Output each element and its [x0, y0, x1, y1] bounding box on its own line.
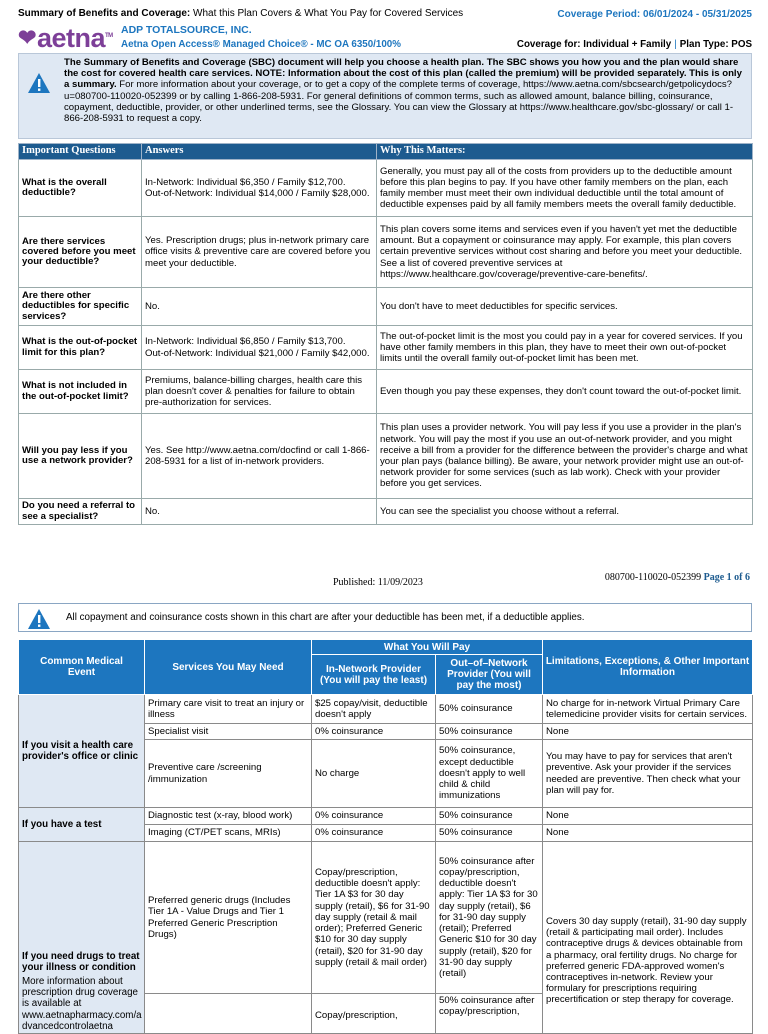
company-name: ADP TOTALSOURCE, INC. — [121, 24, 252, 36]
table-row — [19, 370, 753, 414]
question: Are there services covered before you meet your deductible? — [19, 217, 142, 288]
in-network-cell: 0% coinsurance — [312, 808, 436, 825]
important-questions-table — [18, 143, 753, 525]
plan-name: Aetna Open Access® Managed Choice® - MC OA 6350/100% — [121, 39, 401, 50]
service-cell: Diagnostic test (x-ray, blood work) — [145, 808, 312, 825]
service-cell: Imaging (CT/PET scans, MRIs) — [145, 825, 312, 842]
warning-icon — [27, 72, 51, 94]
question: What is not included in the out-of-pocket limit? — [19, 370, 142, 414]
limits-cell: None — [543, 825, 753, 842]
in-network-cell: Copay/prescription, — [312, 994, 436, 1034]
limits-cell: You may have to pay for services that aren't preventive. Ask your provider if the services needed are preventive. Then check what your plan will pay for. — [543, 740, 753, 808]
table-row — [19, 288, 753, 326]
table-row — [19, 217, 753, 288]
page-number: Page 1 of 6 — [703, 572, 750, 583]
cost-note-text: All copayment and coinsurance costs shown in this chart are after your deductible has been met, if a deductible applies. — [66, 612, 585, 623]
col-header-services: Services You May Need — [145, 640, 312, 695]
answer: Yes. See http://www.aetna.com/docfind or call 1-866-208-5931 for a list of in-network providers. — [142, 414, 377, 499]
question: Do you need a referral to see a specialist? — [19, 499, 142, 525]
intro-regular-text: For more information about your coverage, or to get a copy of the complete terms of coverage, https://www.aetna.com/sbcsearch/getpolicydocs?u=080700-110020-052399 or by calling 1-866-208-5931. For general definitions of common terms, such as allowed amount, balance billing, coinsurance, copayment, deductible, provider, or other underlined terms, see the Glossary. You can view the Glossary at https://www.healthcare.gov/sbc-glossary/ or call 1-866-208-5931 to request a copy. — [64, 79, 734, 125]
service-cell: Preventive care /screening /immunization — [145, 740, 312, 808]
out-network-cell: 50% coinsurance after copay/prescription, — [436, 994, 543, 1034]
answer: No. — [142, 288, 377, 326]
out-network-cell: 50% coinsurance — [436, 808, 543, 825]
col-header-answers: Answers — [142, 144, 377, 160]
medical-event-title: If you need drugs to treat your illness or condition — [22, 950, 140, 973]
why-text: This plan covers some items and services even if you haven't yet met the deductible amount. But a copayment or coinsurance may apply. For example, this plan covers certain preventive services without cost sharing and before you meet your deductible. See a list of covered preventive services at https://www.healthcare.gov/coverage/preventive-care-benefits/. — [377, 217, 753, 288]
medical-event-note: More information about prescription drug coverage is available at www.aetnapharmacy.com/a dvancedcontrolaetna — [22, 975, 142, 1032]
table-row — [19, 499, 753, 525]
col-header-what-you-pay: What You Will Pay — [312, 640, 543, 655]
table-row — [19, 414, 753, 499]
medical-event — [19, 842, 145, 1034]
why-text: You can see the specialist you choose without a referral. — [377, 499, 753, 525]
warning-icon — [27, 608, 51, 630]
table-row — [19, 160, 753, 217]
col-header-why: Why This Matters: — [377, 144, 753, 160]
aetna-logo: ❤aetna™ — [18, 23, 113, 53]
medical-event: If you have a test — [19, 808, 145, 842]
question: What is the overall deductible? — [19, 160, 142, 217]
why-text: Generally, you must pay all of the costs from providers up to the deductible amount before this plan begins to pay. If you have other family members on the plan, each family member must meet their own individual deductible until the total amount of deductible expenses paid by all family members meets the overall family deductible. — [377, 160, 753, 217]
why-text: This plan uses a provider network. You will pay less if you use a provider in the plan's network. You will pay the most if you use an out-of-network provider, and you might receive a bill from a provider for the difference between the provider's charge and what your plan pays (balance billing). Be aware, your network provider might use an out-of-network provider for some services (such as lab work). Check with your provider before you get services. — [377, 414, 753, 499]
heart-icon: ❤ — [18, 25, 36, 50]
col-header-in-network: In-Network Provider (You will pay the least) — [312, 655, 436, 695]
limits-cell: Covers 30 day supply (retail), 31-90 day supply (retail & participating mail order). Includes contraceptive drugs & devices obtainable from a pharmacy, oral fertility drugs. No charge for preferred generic FDA-approved women's contraceptives in-network. Review your formulary for prescriptions requiring precertification or step therapy for coverage. — [543, 842, 753, 1034]
limits-cell: No charge for in-network Virtual Primary Care telemedicine provider visits for certain services. — [543, 695, 753, 724]
answer: In-Network: Individual $6,350 / Family $12,700. Out-of-Network: Individual $14,000 / Family $28,000. — [142, 160, 377, 217]
limits-cell: None — [543, 808, 753, 825]
intro-text — [64, 57, 743, 124]
why-text: You don't have to meet deductibles for specific services. — [377, 288, 753, 326]
intro-box — [18, 53, 752, 139]
page-reference: 080700-110020-052399 Page 1 of 6 — [604, 572, 750, 583]
in-network-cell: 0% coinsurance — [312, 825, 436, 842]
question: What is the out-of-pocket limit for this plan? — [19, 326, 142, 370]
out-network-cell: 50% coinsurance — [436, 695, 543, 724]
out-network-cell: 50% coinsurance after copay/prescription, deductible doesn't apply: Tier 1A $3 for 30 day supply (retail), $6 for 31-90 day supply (retail); Preferred Generic $10 for 30 day supply (retail), $20 for 31-90 day supply (retail) — [436, 842, 543, 994]
coverage-period: Coverage Period: 06/01/2024 - 05/31/2025 — [557, 9, 752, 20]
why-text: The out-of-pocket limit is the most you could pay in a year for covered services. If you have other family members in this plan, they have to meet their own out-of-pocket limits until the overall family out-of-pocket limit has been met. — [377, 326, 753, 370]
service-cell: Specialist visit — [145, 724, 312, 740]
in-network-cell: Copay/prescription, deductible doesn't apply: Tier 1A $3 for 30 day supply (retail), $6 for 31-90 day supply (retail & mail order); Preferred Generic $10 for 30 day supply (retail), $20 for 31-90 day supply (retail & mail order) — [312, 842, 436, 994]
in-network-cell: $25 copay/visit, deductible doesn't apply — [312, 695, 436, 724]
published-date: Published: 11/09/2023 — [333, 577, 423, 588]
intro-bold-text: The Summary of Benefits and Coverage (SBC) document will help you choose a health plan. The SBC shows you how you and the plan would share the cost for covered health care services. NOTE: Information about the cost of this plan (called the premium) will be provided separately. This is only a summary. — [64, 57, 742, 91]
answer: In-Network: Individual $6,850 / Family $13,700. Out-of-Network: Individual $21,000 / Family $42,000. — [142, 326, 377, 370]
limits-cell: None — [543, 724, 753, 740]
out-network-cell: 50% coinsurance — [436, 825, 543, 842]
sbc-header — [18, 6, 752, 54]
out-network-cell: 50% coinsurance — [436, 724, 543, 740]
out-network-cell: 50% coinsurance, except deductible doesn't apply to well child & child immunizations — [436, 740, 543, 808]
service-cell — [145, 994, 312, 1034]
question: Are there other deductibles for specific services? — [19, 288, 142, 326]
col-header-common-event: Common Medical Event — [19, 640, 145, 695]
medical-events-table — [18, 639, 753, 1034]
table-row — [19, 808, 753, 825]
table-row — [19, 695, 753, 724]
table-row — [19, 326, 753, 370]
question: Will you pay less if you use a network provider? — [19, 414, 142, 499]
document-title: Summary of Benefits and Coverage: What this Plan Covers & What You Pay for Covered Services — [18, 8, 464, 19]
why-text: Even though you pay these expenses, they don't count toward the out-of-pocket limit. — [377, 370, 753, 414]
in-network-cell: No charge — [312, 740, 436, 808]
cost-note-box — [18, 603, 752, 632]
answer: Yes. Prescription drugs; plus in-network primary care office visits & preventive care are covered before you meet your deductible. — [142, 217, 377, 288]
answer: No. — [142, 499, 377, 525]
in-network-cell: 0% coinsurance — [312, 724, 436, 740]
page-footer — [0, 572, 768, 592]
col-header-limitations: Limitations, Exceptions, & Other Important Information — [543, 640, 753, 695]
table-row — [19, 842, 753, 994]
service-cell: Preferred generic drugs (Includes Tier 1A - Value Drugs and Tier 1 Preferred Generic Prescription Drugs) — [145, 842, 312, 994]
col-header-out-of-network: Out–of–Network Provider (You will pay the most) — [436, 655, 543, 695]
answer: Premiums, balance-billing charges, health care this plan doesn't cover & penalties for failure to obtain pre-authorization for services. — [142, 370, 377, 414]
medical-event: If you visit a health care provider's office or clinic — [19, 695, 145, 808]
service-cell: Primary care visit to treat an injury or illness — [145, 695, 312, 724]
coverage-for: Coverage for: Individual + Family | Plan Type: POS — [516, 39, 752, 50]
col-header-questions: Important Questions — [19, 144, 142, 160]
